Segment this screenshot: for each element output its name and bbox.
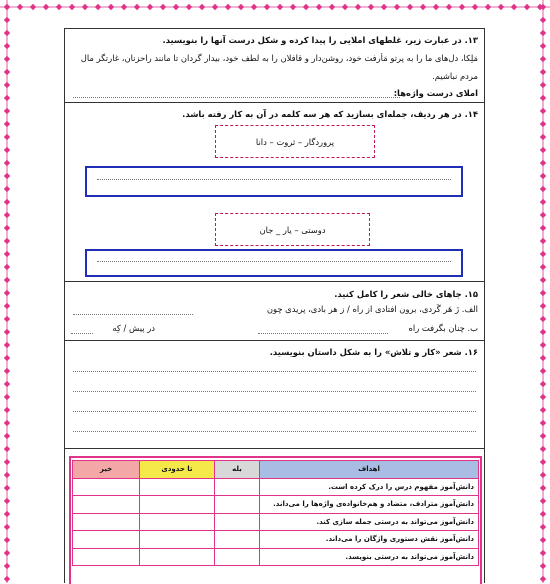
question-15 xyxy=(65,282,484,341)
word-box-1 xyxy=(215,125,375,158)
question-13-text-line-2: مردم نباشیم. xyxy=(432,71,478,81)
border-diamond xyxy=(4,420,10,426)
border-diamond xyxy=(540,329,546,335)
goal-text: دانش‌آموز می‌تواند به درستی بنویسد. xyxy=(260,548,479,566)
worksheet xyxy=(64,28,485,583)
border-diamond xyxy=(4,95,10,101)
border-diamond xyxy=(251,4,257,10)
border-diamond xyxy=(540,82,546,88)
border-diamond xyxy=(540,459,546,465)
border-diamond xyxy=(511,4,517,10)
border-diamond xyxy=(540,342,546,348)
border-diamond xyxy=(4,173,10,179)
border-diamond xyxy=(4,433,10,439)
border-diamond xyxy=(4,498,10,504)
border-diamond xyxy=(134,4,140,10)
question-15-line-2-end: در پیش / کِه xyxy=(112,323,155,333)
border-diamond xyxy=(329,4,335,10)
question-13-text-line-1: مَلِکا، دل‌های ما را به پرتوِ مَأرفت خود، روشن‌دار و قافلان را به لطف خود، بیدار گردان تا مانند راحزنان، غارتگر مال xyxy=(80,53,478,63)
border-diamond xyxy=(56,4,62,10)
border-diamond xyxy=(540,446,546,452)
border-diamond xyxy=(173,4,179,10)
cell-yes[interactable] xyxy=(215,531,260,549)
border-diamond xyxy=(540,43,546,49)
border-diamond xyxy=(540,108,546,114)
border-diamond xyxy=(4,407,10,413)
border-diamond xyxy=(540,264,546,270)
decorative-border-left xyxy=(0,0,14,583)
border-diamond xyxy=(540,4,546,10)
border-diamond xyxy=(82,4,88,10)
cell-yes[interactable] xyxy=(215,496,260,514)
table-row xyxy=(73,496,479,514)
border-diamond xyxy=(540,95,546,101)
border-diamond xyxy=(121,4,127,10)
border-diamond xyxy=(4,4,10,10)
border-diamond xyxy=(540,511,546,517)
border-diamond xyxy=(540,186,546,192)
border-diamond xyxy=(381,4,387,10)
border-diamond xyxy=(17,4,23,10)
border-diamond xyxy=(4,576,10,582)
border-diamond xyxy=(540,537,546,543)
border-diamond xyxy=(540,238,546,244)
answer-box-1-line xyxy=(97,179,451,180)
question-16-answer-line-1[interactable] xyxy=(73,371,476,372)
border-diamond xyxy=(540,225,546,231)
border-diamond xyxy=(540,17,546,23)
border-diamond xyxy=(4,82,10,88)
cell-yes[interactable] xyxy=(215,548,260,566)
border-diamond xyxy=(540,134,546,140)
border-diamond xyxy=(540,433,546,439)
border-diamond xyxy=(407,4,413,10)
border-diamond xyxy=(4,212,10,218)
border-diamond xyxy=(4,537,10,543)
cell-no[interactable] xyxy=(73,478,140,496)
border-diamond xyxy=(540,147,546,153)
border-diamond xyxy=(225,4,231,10)
border-diamond xyxy=(4,381,10,387)
border-diamond xyxy=(4,30,10,36)
border-diamond xyxy=(540,290,546,296)
border-diamond xyxy=(4,329,10,335)
border-diamond xyxy=(540,251,546,257)
border-diamond xyxy=(4,186,10,192)
cell-no[interactable] xyxy=(73,548,140,566)
question-13 xyxy=(65,29,484,103)
border-diamond xyxy=(212,4,218,10)
cell-partial[interactable] xyxy=(140,513,215,531)
cell-no[interactable] xyxy=(73,496,140,514)
cell-partial[interactable] xyxy=(140,531,215,549)
border-diamond xyxy=(4,355,10,361)
border-diamond xyxy=(433,4,439,10)
border-diamond xyxy=(199,4,205,10)
question-15-line-1: الف. زَ هَر گَردی، برون افتادی از راه / زِ هر بادی، پریدی چون xyxy=(266,304,478,314)
border-diamond xyxy=(43,4,49,10)
border-diamond xyxy=(540,394,546,400)
question-16-title: ۱۶. شعر «کار و تلاش» را به شکل داستان بنویسید. xyxy=(269,347,478,357)
question-13-answer-line[interactable] xyxy=(73,97,400,98)
question-14 xyxy=(65,103,484,282)
border-diamond xyxy=(342,4,348,10)
border-diamond xyxy=(4,485,10,491)
word-box-2-text: دوستی – یار _ جان xyxy=(259,224,326,235)
header-no: خیر xyxy=(73,461,140,479)
border-diamond xyxy=(4,563,10,569)
goal-text: دانش‌آموز می‌تواند به درستی جمله سازی کند. xyxy=(260,513,479,531)
evaluation-header-row xyxy=(73,461,479,479)
border-diamond xyxy=(540,576,546,582)
border-diamond xyxy=(540,407,546,413)
question-15-blank-3[interactable] xyxy=(71,333,93,334)
border-diamond xyxy=(4,43,10,49)
border-diamond xyxy=(316,4,322,10)
border-diamond xyxy=(540,550,546,556)
border-diamond xyxy=(4,459,10,465)
answer-box-2[interactable] xyxy=(85,249,463,277)
border-diamond xyxy=(4,264,10,270)
border-diamond xyxy=(540,420,546,426)
border-diamond xyxy=(186,4,192,10)
border-diamond xyxy=(540,355,546,361)
border-diamond xyxy=(4,368,10,374)
border-diamond xyxy=(540,563,546,569)
border-diamond xyxy=(108,4,114,10)
border-diamond xyxy=(540,524,546,530)
border-diamond xyxy=(4,147,10,153)
border-diamond xyxy=(4,238,10,244)
border-diamond xyxy=(95,4,101,10)
question-15-blank-2[interactable] xyxy=(258,333,388,334)
cell-yes[interactable] xyxy=(215,478,260,496)
answer-box-1[interactable] xyxy=(85,166,463,197)
border-diamond xyxy=(368,4,374,10)
border-diamond xyxy=(4,160,10,166)
border-diamond xyxy=(4,290,10,296)
border-diamond xyxy=(4,524,10,530)
question-15-title: ۱۵. جاهای خالی شعر را کامل کنید. xyxy=(334,289,478,299)
border-diamond xyxy=(4,303,10,309)
border-diamond xyxy=(540,303,546,309)
border-diamond xyxy=(4,121,10,127)
answer-box-2-line xyxy=(97,261,451,262)
header-yes: بله xyxy=(215,461,260,479)
border-diamond xyxy=(540,316,546,322)
cell-yes[interactable] xyxy=(215,513,260,531)
border-diamond xyxy=(290,4,296,10)
border-diamond xyxy=(540,69,546,75)
border-diamond xyxy=(394,4,400,10)
question-16-answer-line-4[interactable] xyxy=(73,431,476,432)
table-row xyxy=(73,531,479,549)
border-diamond xyxy=(277,4,283,10)
border-diamond xyxy=(540,368,546,374)
header-goals: اهداف xyxy=(260,461,479,479)
border-diamond xyxy=(4,277,10,283)
border-diamond xyxy=(4,225,10,231)
table-row xyxy=(73,513,479,531)
border-diamond xyxy=(540,498,546,504)
border-diamond xyxy=(4,199,10,205)
table-row xyxy=(73,478,479,496)
border-diamond xyxy=(4,342,10,348)
border-diamond xyxy=(4,394,10,400)
cell-no[interactable] xyxy=(73,513,140,531)
question-13-answer-label: املای درست واژه‌ها: xyxy=(393,88,478,98)
border-diamond xyxy=(238,4,244,10)
question-13-title: ۱۳. در عبارت زیر، غلطهای املایی را پیدا کرده و شکل درست آنها را بنویسید. xyxy=(162,35,478,45)
border-diamond xyxy=(4,472,10,478)
goal-text: دانش‌آموز مترادف، متضاد و هم‌خانواده‌ی واژه‌ها را می‌داند. xyxy=(260,496,479,514)
border-diamond xyxy=(540,472,546,478)
border-diamond xyxy=(540,173,546,179)
question-16-answer-line-3[interactable] xyxy=(73,411,476,412)
header-partial: تا حدودی xyxy=(140,461,215,479)
decorative-border-right xyxy=(536,0,550,583)
border-diamond xyxy=(303,4,309,10)
question-16-answer-line-2[interactable] xyxy=(73,391,476,392)
border-diamond xyxy=(540,30,546,36)
border-diamond xyxy=(355,4,361,10)
border-diamond xyxy=(4,69,10,75)
goal-text: دانش‌آموز نقش دستوری واژگان را می‌داند. xyxy=(260,531,479,549)
border-diamond xyxy=(4,511,10,517)
border-diamond xyxy=(4,316,10,322)
question-16 xyxy=(65,341,484,449)
border-diamond xyxy=(30,4,36,10)
border-diamond xyxy=(459,4,465,10)
border-diamond xyxy=(485,4,491,10)
border-diamond xyxy=(540,381,546,387)
border-diamond xyxy=(540,485,546,491)
cell-partial[interactable] xyxy=(140,478,215,496)
border-diamond xyxy=(540,277,546,283)
border-diamond xyxy=(540,212,546,218)
border-diamond xyxy=(264,4,270,10)
border-diamond xyxy=(498,4,504,10)
border-diamond xyxy=(540,56,546,62)
border-diamond xyxy=(4,56,10,62)
border-diamond xyxy=(420,4,426,10)
border-diamond xyxy=(4,550,10,556)
cell-partial[interactable] xyxy=(140,548,215,566)
border-diamond xyxy=(540,199,546,205)
border-diamond xyxy=(524,4,530,10)
word-box-1-text: پروردگار – ثروت – دانا xyxy=(255,136,335,147)
border-diamond xyxy=(540,121,546,127)
goal-text: دانش‌آموز مفهوم درس را درک کرده است. xyxy=(260,478,479,496)
border-diamond xyxy=(69,4,75,10)
border-diamond xyxy=(160,4,166,10)
evaluation-table xyxy=(72,460,479,566)
question-15-line-2: ب. چنان بگرفت راه xyxy=(408,323,478,333)
word-box-2 xyxy=(215,213,370,246)
border-diamond xyxy=(4,251,10,257)
border-diamond xyxy=(4,134,10,140)
cell-partial[interactable] xyxy=(140,496,215,514)
border-diamond xyxy=(147,4,153,10)
border-diamond xyxy=(4,17,10,23)
border-diamond xyxy=(540,160,546,166)
border-diamond xyxy=(472,4,478,10)
question-15-blank-1[interactable] xyxy=(73,314,193,315)
decorative-border-top xyxy=(0,0,550,14)
cell-no[interactable] xyxy=(73,531,140,549)
border-diamond xyxy=(4,446,10,452)
question-14-title: ۱۴. در هر ردیف، جمله‌ای بسازید که هر سه کلمه در آن به کار رفته باشد. xyxy=(182,109,478,119)
border-diamond xyxy=(4,108,10,114)
table-row xyxy=(73,548,479,566)
border-diamond xyxy=(446,4,452,10)
